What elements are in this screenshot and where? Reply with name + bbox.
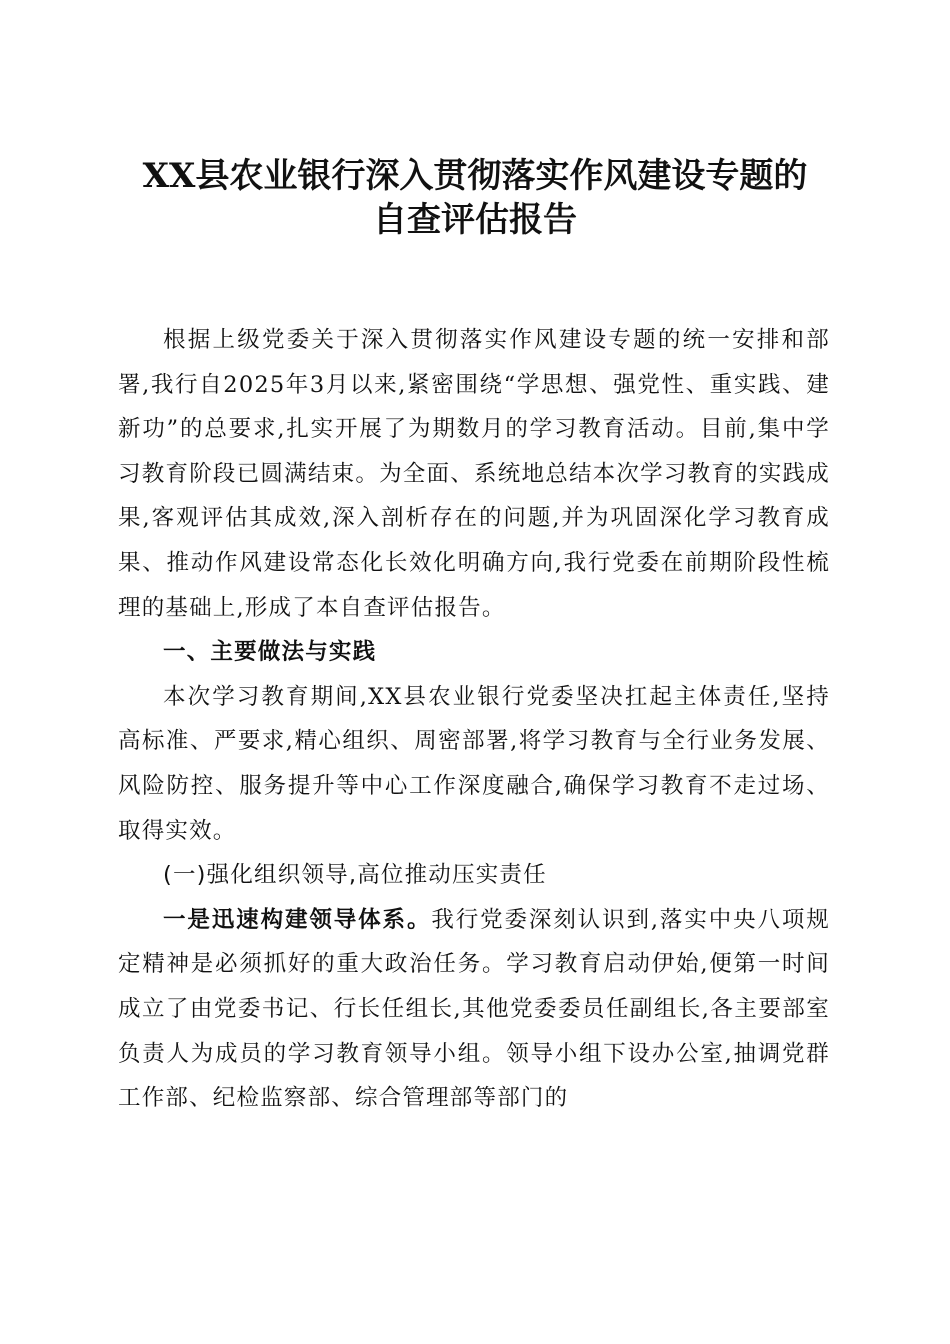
document-title-line-2: 自查评估报告 bbox=[373, 200, 577, 240]
point-1-lead: 一是迅速构建领导体系。 bbox=[163, 906, 432, 933]
intro-paragraph: 根据上级党委关于深入贯彻落实作风建设专题的统一安排和部署,我行自2025年3月以来,紧密围绕“学思想、强党性、重实践、建新功”的总要求,扎实开展了为期数月的学习教育活动。目前,集中学习教育阶段已圆满结束。为全面、系统地总结本次学习教育的实践成果,客观评估其成效,深入剖析存在的问题,并为巩固深化学习教育成果、推动作风建设常态化长效化明确方向,我行党委在前期阶段性梳理的基础上,形成了本自查评估报告。 bbox=[118, 327, 830, 621]
document-title-line-1: XX县农业银行深入贯彻落实作风建设专题的 bbox=[142, 156, 808, 196]
section-heading-1: 一、主要做法与实践 bbox=[163, 639, 377, 666]
subsection-heading-1: (一)强化组织领导,高位推动压实责任 bbox=[163, 862, 547, 889]
point-1-text: 我行党委深刻认识到,落实中央八项规定精神是必须抓好的重大政治任务。学习教育启动伊始,便第一时间成立了由党委书记、行长任组长,其他党委委员任副组长,各主要部室负责人为成员的学习教育领导小组。领导小组下设办公室,抽调党群工作部、纪检监察部、综合管理部等部门的 bbox=[118, 906, 830, 1112]
document-body bbox=[118, 318, 830, 1121]
point-1-paragraph bbox=[118, 898, 830, 1121]
section-1-paragraph: 本次学习教育期间,XX县农业银行党委坚决扛起主体责任,坚持高标准、严要求,精心组织、周密部署,将学习教育与全行业务发展、风险防控、服务提升等中心工作深度融合,确保学习教育不走过场、取得实效。 bbox=[118, 683, 830, 844]
